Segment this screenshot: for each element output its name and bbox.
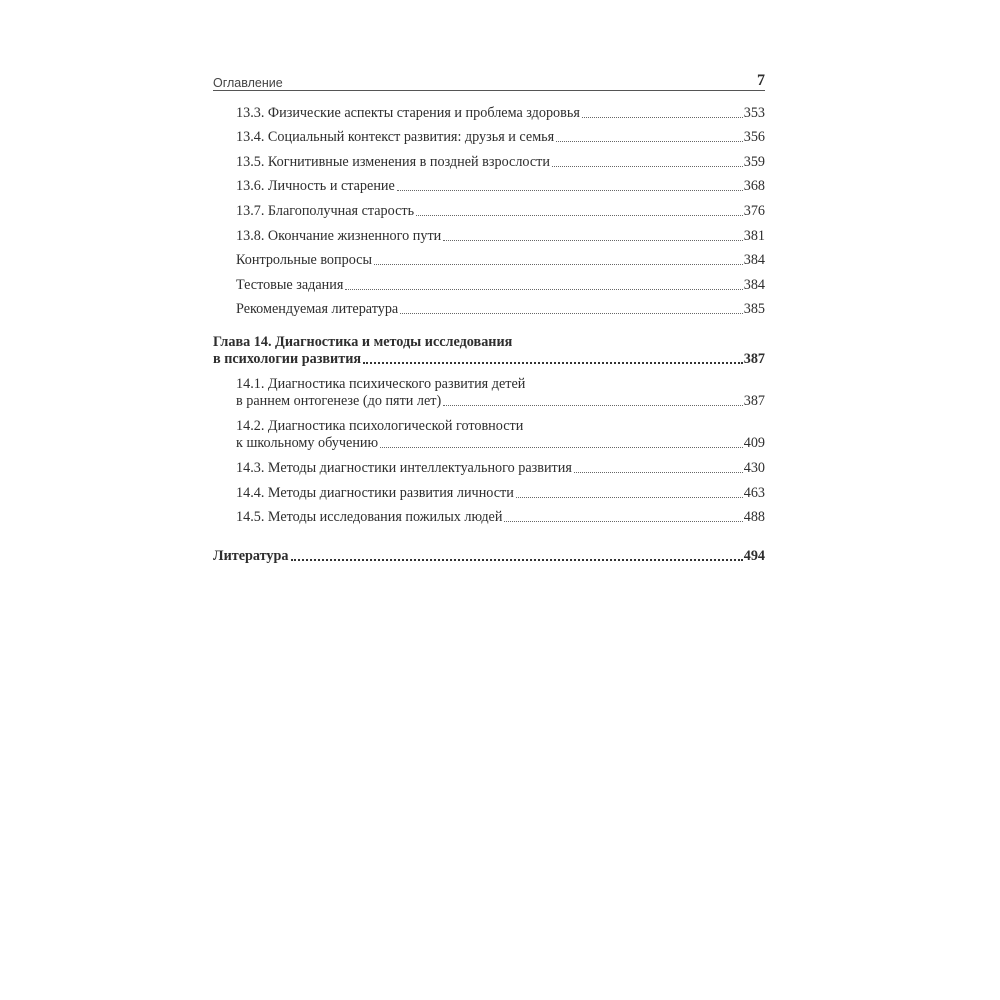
- toc-entry[interactable]: [213, 220, 765, 245]
- entry-label: Контрольные вопросы: [236, 252, 372, 269]
- leader-dots: [552, 166, 743, 167]
- toc-entry[interactable]: [213, 195, 765, 220]
- chapter-title-line1: Глава 14. Диагностика и методы исследования: [213, 334, 513, 351]
- toc-entry[interactable]: [213, 477, 765, 502]
- toc-entry[interactable]: [213, 122, 765, 147]
- toc-entry[interactable]: [213, 97, 765, 122]
- entry-page: 385: [743, 301, 765, 318]
- entry-label: 13.4. Социальный контекст развития: друзья и семья: [236, 129, 555, 146]
- page-number: 7: [757, 72, 765, 89]
- entry-page: 387: [743, 393, 765, 410]
- entry-label: Литература: [213, 548, 289, 565]
- entry-label: 13.6. Личность и старение: [236, 178, 395, 195]
- entry-page: 409: [743, 435, 765, 452]
- leader-dots: [556, 141, 743, 142]
- leader-dots: [582, 117, 743, 118]
- leader-dots: [400, 313, 742, 314]
- entry-label: 14.4. Методы диагностики развития личности: [236, 484, 514, 501]
- entry-page: 494: [743, 548, 765, 565]
- entry-page: 463: [743, 484, 765, 501]
- running-header: [213, 68, 765, 91]
- header-title: Оглавление: [213, 76, 283, 90]
- entry-page: 384: [743, 276, 765, 293]
- toc-entry[interactable]: [213, 418, 765, 452]
- entry-page: 387: [743, 351, 765, 368]
- toc-entry[interactable]: [213, 294, 765, 319]
- leader-dots: [416, 215, 743, 216]
- entry-label: 14.3. Методы диагностики интеллектуального развития: [236, 459, 572, 476]
- entry-label: Рекомендуемая литература: [236, 301, 399, 318]
- toc-entry[interactable]: [213, 146, 765, 171]
- toc-entry[interactable]: [213, 452, 765, 477]
- leader-dots: [443, 240, 742, 241]
- entry-page: 359: [743, 153, 765, 170]
- entry-page: 430: [743, 459, 765, 476]
- toc-entry[interactable]: [213, 245, 765, 270]
- entry-label: 14.5. Методы исследования пожилых людей: [236, 509, 503, 526]
- entry-label: 13.7. Благополучная старость: [236, 202, 415, 219]
- toc-entry[interactable]: [213, 502, 765, 527]
- entry-page: 356: [743, 129, 765, 146]
- entry-label-line1: 14.2. Диагностика психологической готовности: [236, 418, 524, 435]
- entry-label: Тестовые задания: [236, 276, 344, 293]
- leader-dots: [397, 190, 743, 191]
- entry-label-line2: в раннем онтогенезе (до пяти лет): [236, 393, 442, 410]
- toc-entry[interactable]: [213, 376, 765, 410]
- entry-page: 384: [743, 252, 765, 269]
- toc-page: [213, 68, 765, 565]
- chapter-title-line2: в психологии развития: [213, 351, 362, 368]
- entry-label: 13.3. Физические аспекты старения и проблема здоровья: [236, 104, 580, 121]
- entry-page: 488: [743, 509, 765, 526]
- toc-entry[interactable]: [213, 171, 765, 196]
- leader-dots: [345, 289, 742, 290]
- leader-dots: [443, 405, 742, 406]
- entry-page: 368: [743, 178, 765, 195]
- entry-page: 376: [743, 202, 765, 219]
- literature-entry[interactable]: [213, 548, 765, 565]
- leader-dots: [380, 447, 743, 448]
- chapter-14-entry[interactable]: [213, 334, 765, 368]
- entry-page: 353: [743, 104, 765, 121]
- entry-page: 381: [743, 227, 765, 244]
- entry-label: 13.5. Когнитивные изменения в поздней взрослости: [236, 153, 550, 170]
- entry-label: 13.8. Окончание жизненного пути: [236, 227, 442, 244]
- entry-label-line1: 14.1. Диагностика психического развития детей: [236, 376, 526, 393]
- leader-dots: [363, 362, 743, 364]
- leader-dots: [574, 472, 743, 473]
- entry-label-line2: к школьному обучению: [236, 435, 379, 452]
- leader-dots: [516, 497, 743, 498]
- leader-dots: [291, 559, 743, 561]
- leader-dots: [504, 521, 742, 522]
- leader-dots: [374, 264, 743, 265]
- toc-entry[interactable]: [213, 269, 765, 294]
